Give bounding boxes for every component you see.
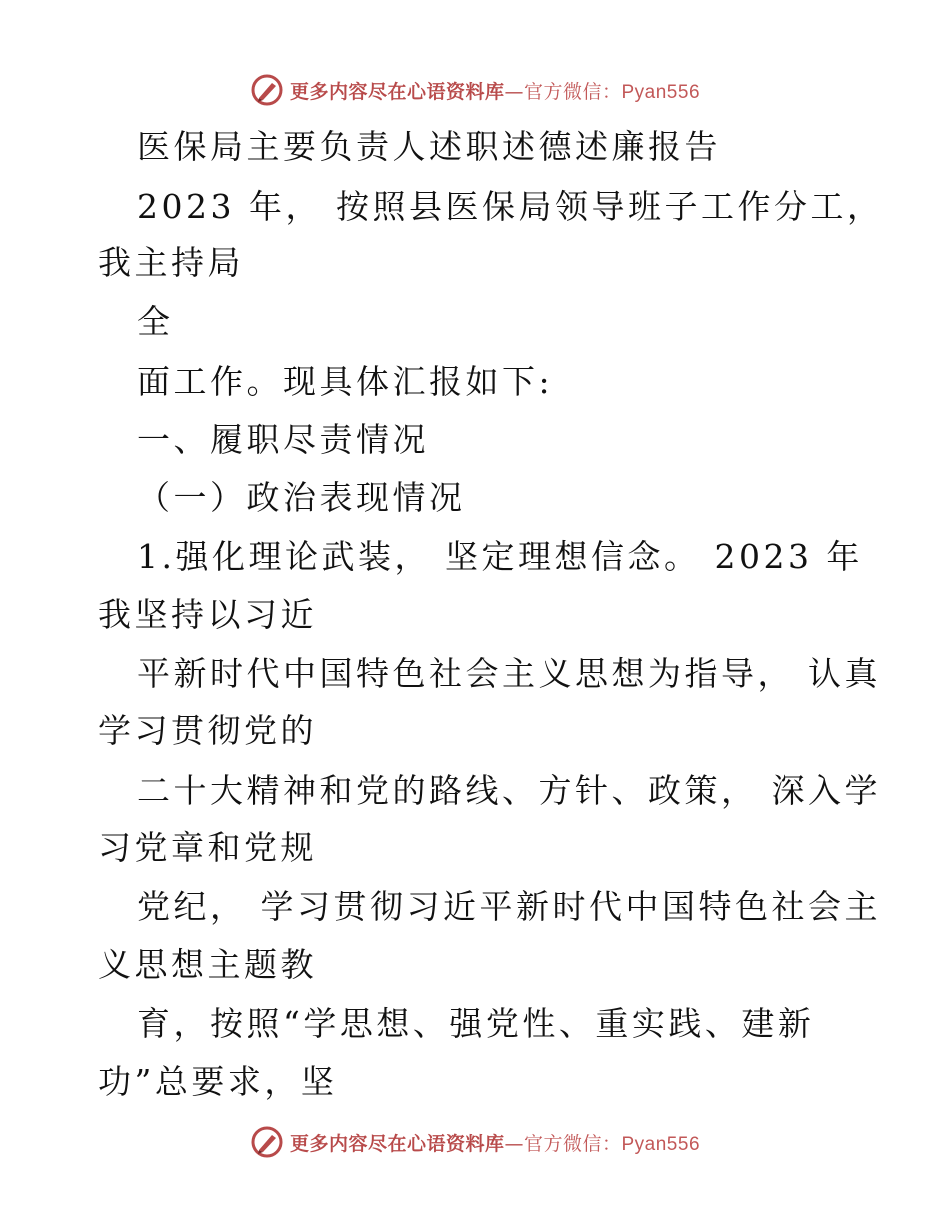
paragraph-line: 我坚持以习近 [98, 595, 317, 634]
watermark-sub: 官方微信： [523, 80, 622, 103]
watermark-main: 更多内容尽在心语资料库 [289, 80, 505, 103]
watermark-text [290, 77, 700, 104]
paragraph-line: 平新时代中国特色社会主义思想为指导， 认真 [137, 654, 881, 693]
document-title: 医保局主要负责人述职述德述廉报告 [137, 127, 721, 166]
paragraph-line: 功”总要求，坚 [98, 1062, 338, 1101]
watermark-id: Pyan556 [621, 81, 701, 103]
paragraph-line: 我主持局 [98, 243, 244, 282]
paragraph-line: 义思想主题教 [98, 945, 317, 984]
section-heading: 一、履职尽责情况 [137, 420, 429, 459]
watermark-sub: 官方微信： [523, 1132, 622, 1155]
watermark-id: Pyan556 [621, 1133, 701, 1155]
watermark-footer [0, 1122, 950, 1162]
paragraph-line: 1.强化理论武装， 坚定理想信念。 2023 年 [137, 537, 863, 576]
pen-seal-icon [250, 73, 284, 107]
watermark-main: 更多内容尽在心语资料库 [289, 1132, 505, 1155]
watermark-dash: — [504, 1132, 524, 1155]
paragraph-line: 面工作。现具体汇报如下: [137, 362, 554, 401]
paragraph-line: 党纪， 学习贯彻习近平新时代中国特色社会主 [137, 887, 881, 926]
paragraph-line: 习党章和党规 [98, 828, 317, 867]
paragraph-line: 2023 年， 按照县医保局领导班子工作分工， [137, 187, 884, 226]
subsection-heading: （一）政治表现情况 [137, 478, 466, 517]
watermark-header [0, 70, 950, 110]
pen-seal-icon [250, 1125, 284, 1159]
paragraph-line: 二十大精神和党的路线、方针、政策， 深入学 [137, 771, 881, 810]
watermark-dash: — [504, 80, 524, 103]
paragraph-line: 育，按照“学思想、强党性、重实践、建新 [137, 1004, 815, 1043]
paragraph-line: 全 [137, 302, 174, 341]
watermark-text [290, 1129, 700, 1156]
paragraph-line: 学习贯彻党的 [98, 711, 317, 750]
